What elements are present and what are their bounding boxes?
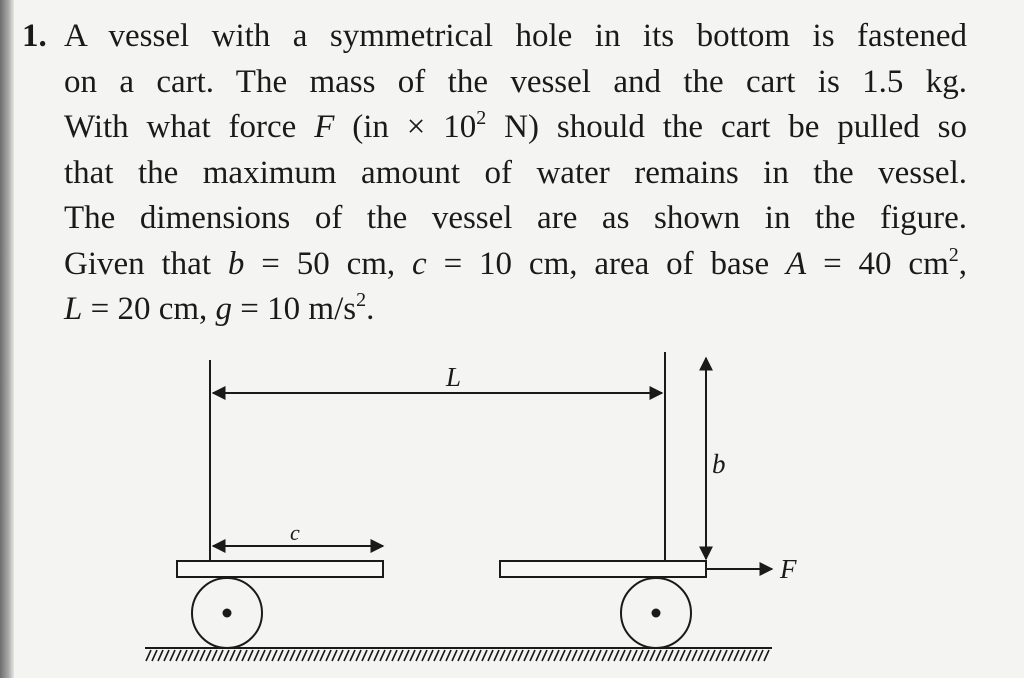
- text-segment: .: [366, 291, 375, 327]
- variable-L: L: [64, 291, 83, 327]
- text-segment: = 20 cm,: [82, 291, 216, 327]
- text-segment: ,: [958, 245, 967, 282]
- cart-platform-right: [500, 561, 706, 577]
- problem-line-2: on a cart. The mass of the vessel and the cart is 1.5 kg.: [64, 63, 967, 100]
- text-segment: (in × 10: [334, 109, 477, 145]
- exponent: 2: [356, 289, 367, 311]
- text-segment: N) should the cart be pulled so: [486, 109, 967, 145]
- text-segment: = 40 cm: [806, 245, 949, 282]
- ground-hatching: [146, 650, 769, 661]
- variable-F: F: [314, 109, 335, 145]
- label-c: c: [290, 520, 300, 545]
- variable-g: g: [215, 291, 233, 327]
- label-L: L: [446, 362, 462, 392]
- variable-b: b: [227, 245, 245, 282]
- problem-line-5: The dimensions of the vessel are as shown in the figure.: [64, 200, 967, 236]
- text-segment: = 50 cm,: [244, 245, 413, 282]
- exponent: 2: [476, 107, 487, 129]
- text-segment: = 10 m/s: [232, 291, 357, 327]
- problem-line-4: that the maximum amount of water remains in the vessel.: [64, 154, 967, 191]
- variable-c: c: [412, 245, 427, 282]
- text-segment: = 10 cm, area of base: [426, 245, 787, 282]
- variable-A: A: [786, 245, 807, 282]
- problem-number: 1.: [22, 18, 47, 54]
- problem-line-1: A vessel with a symmetrical hole in its bottom is fastened: [64, 18, 967, 54]
- exponent: 2: [948, 243, 959, 266]
- text-segment: With what force: [64, 109, 315, 145]
- label-F: F: [780, 554, 797, 584]
- wheel-left: [192, 578, 262, 648]
- text-segment: Given that: [64, 245, 228, 282]
- cart-platform-left: [177, 561, 383, 577]
- label-b: b: [712, 449, 726, 479]
- wheel-right: [621, 578, 691, 648]
